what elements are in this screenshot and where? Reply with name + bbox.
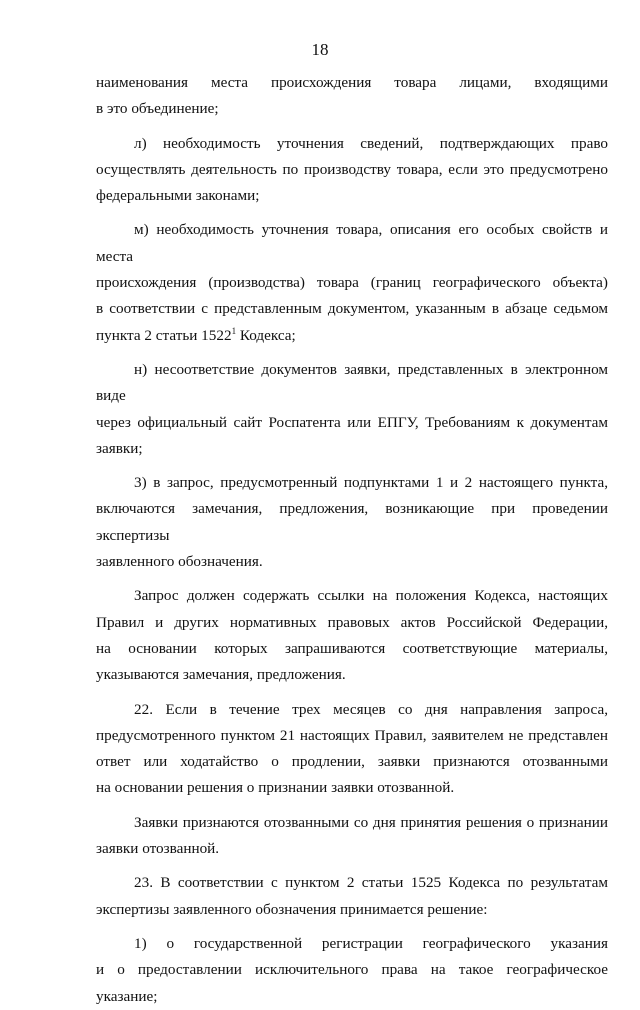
- text-line: заявки;: [96, 439, 143, 457]
- paragraph-subitem-3: [96, 470, 608, 575]
- text-line: указываются замечания, предложения.: [96, 666, 346, 684]
- paragraph-clause-23: [96, 870, 608, 923]
- text-line: 3) в запрос, предусмотренный подпунктами 1 и 2 настоящего пункта,: [134, 474, 608, 492]
- paragraph-item-m: [96, 217, 608, 348]
- text-line: заявки отозванной.: [96, 840, 220, 858]
- text-line: осуществлять деятельность по производству товара, если это предусмотрено: [96, 160, 608, 178]
- text-line: происхождения (производства) товара (границ географического объекта): [96, 274, 608, 292]
- text-line: заявленного обозначения.: [96, 553, 263, 571]
- superscript-index: 1: [231, 325, 237, 336]
- text-line: ответ или ходатайство о продлении, заявки признаются отозванными: [96, 753, 608, 771]
- text-line: на основании которых запрашиваются соответствующие материалы,: [96, 639, 608, 657]
- page-number: 18: [311, 40, 329, 59]
- text-line: Заявки признаются отозванными со дня принятия решения о признании: [134, 813, 608, 831]
- paragraph-request-content: [96, 583, 608, 688]
- text-line: 1) о государственной регистрации географического указания: [134, 934, 608, 952]
- text-line: наименования места происхождения товара лицами, входящими: [96, 74, 608, 91]
- text-line: м) необходимость уточнения товара, описания его особых свойств и места: [96, 221, 608, 265]
- text-line: Запрос должен содержать ссылки на положения Кодекса, настоящих: [134, 587, 608, 605]
- text-line: через официальный сайт Роспатента или ЕПГУ, Требованиям к документам: [96, 413, 608, 431]
- paragraph-continuation: [96, 70, 608, 123]
- text-line: 23. В соответствии с пунктом 2 статьи 1525 Кодекса по результатам: [134, 874, 608, 892]
- text-line: н) несоответствие документов заявки, представленных в электронном виде: [96, 360, 608, 405]
- paragraph-item-l: [96, 131, 608, 210]
- text-line: предусмотренного пунктом 21 настоящих Правил, заявителем не представлен: [96, 726, 608, 744]
- text-line: экспертизы заявленного обозначения принимается решение:: [96, 900, 488, 918]
- text-line: [96, 323, 608, 349]
- text-line: включаются замечания, предложения, возникающие при проведении экспертизы: [96, 500, 608, 544]
- text-line: 22. Если в течение трех месяцев со дня направления запроса,: [134, 700, 608, 718]
- paragraph-withdrawal: [96, 810, 608, 863]
- document-body: [96, 70, 608, 1010]
- text-line: и о предоставлении исключительного права на такое географическое указание;: [96, 961, 608, 1005]
- paragraph-item-n: [96, 357, 608, 462]
- text-line: в это объединение;: [96, 100, 219, 118]
- paragraph-subitem-1: [96, 931, 608, 1010]
- text-fragment: пункта 2 статьи 1522: [96, 326, 232, 344]
- paragraph-clause-22: [96, 697, 608, 802]
- text-line: федеральными законами;: [96, 187, 260, 205]
- text-line: в соответствии с представленным документом, указанным в абзаце седьмом: [96, 300, 608, 318]
- text-line: на основании решения о признании заявки отозванной.: [96, 779, 455, 797]
- text-line: Правил и других нормативных правовых актов Российской Федерации,: [96, 613, 608, 631]
- text-fragment: Кодекса;: [236, 326, 296, 344]
- text-line: л) необходимость уточнения сведений, подтверждающих право: [134, 134, 608, 152]
